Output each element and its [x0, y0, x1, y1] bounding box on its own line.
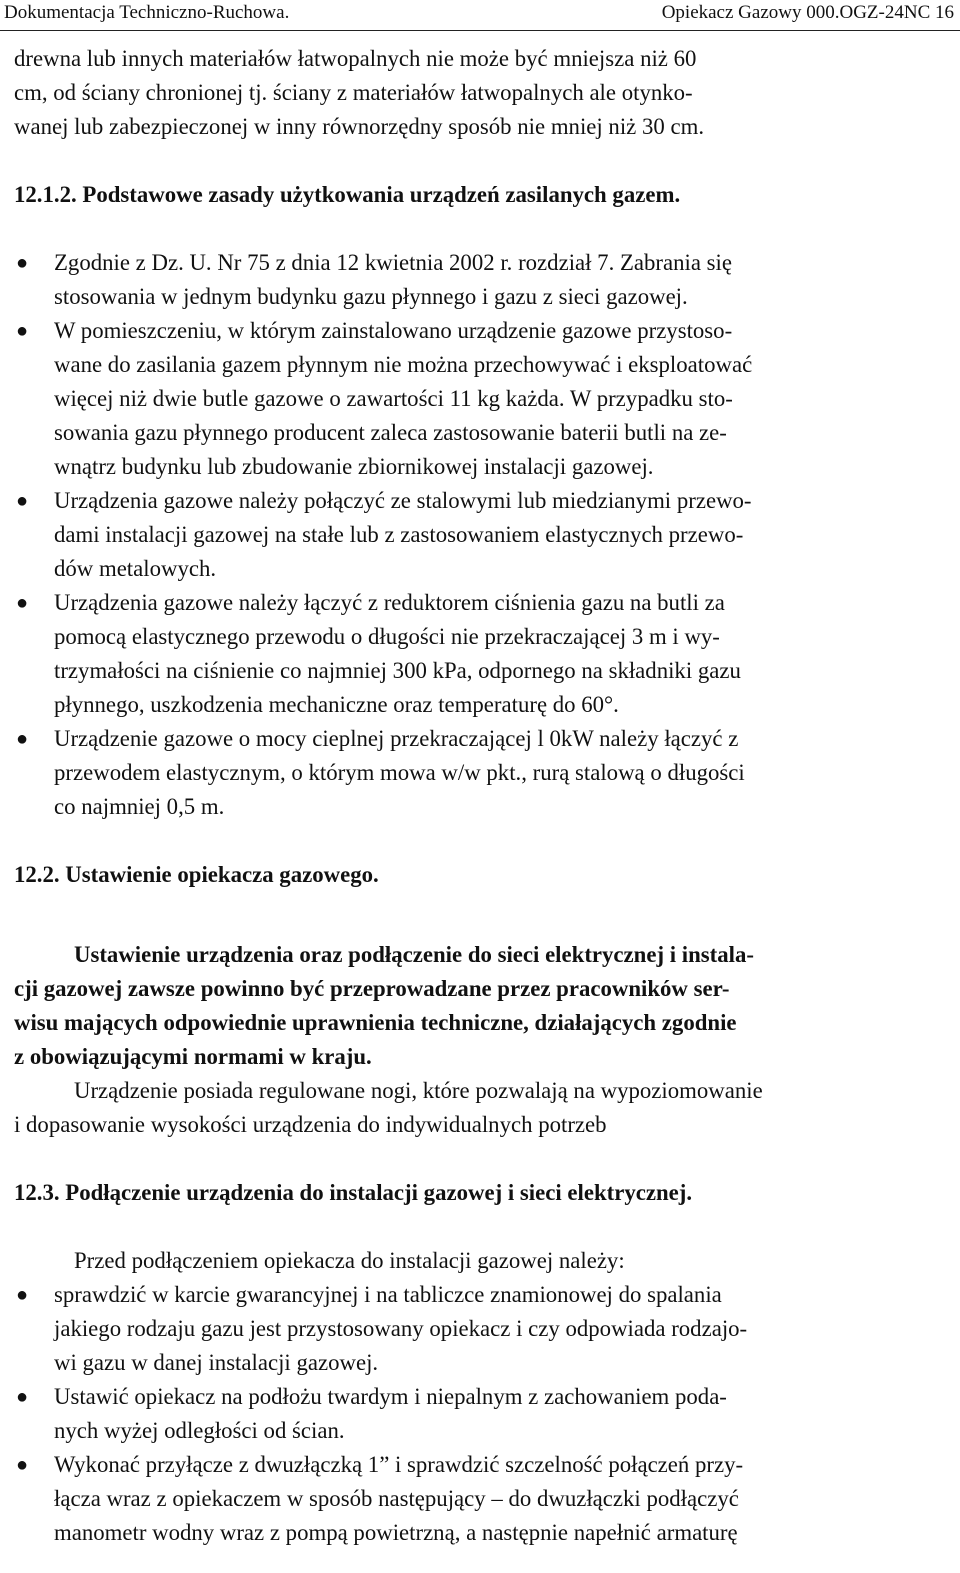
text-line: wane do zasilania gazem płynnym nie można przechowywać i eksploatować	[54, 352, 753, 377]
text-line: co najmniej 0,5 m.	[54, 794, 225, 819]
list-item	[14, 1448, 954, 1550]
list-item	[14, 246, 954, 314]
text-line: manometr wodny wraz z pompą powietrzną, a następnie napełnić armaturę	[54, 1520, 738, 1545]
text-line: wisu mających odpowiednie uprawnienia techniczne, działających zgodnie	[14, 1010, 737, 1035]
text-line: sprawdzić w karcie gwarancyjnej i na tabliczce znamionowej do spalania	[54, 1282, 722, 1307]
bullet-icon: ●	[16, 320, 29, 342]
text-line: trzymałości na ciśnienie co najmniej 300 kPa, odpornego na składniki gazu	[54, 658, 741, 683]
text-line: przewodem elastycznym, o którym mowa w/w pkt., rurą stalową o długości	[54, 760, 745, 785]
bullet-icon: ●	[16, 1386, 29, 1408]
bullet-icon: ●	[16, 592, 29, 614]
text-line: drewna lub innych materiałów łatwopalnych nie może być mniejsza niż 60	[14, 46, 697, 71]
text-line: jakiego rodzaju gazu jest przystosowany opiekacz i czy odpowiada rodzajo-	[54, 1316, 748, 1341]
text-line: łącza wraz z opiekaczem w sposób następujący – do dwuzłączki podłączyć	[54, 1486, 739, 1511]
text-line: i dopasowanie wysokości urządzenia do indywidualnych potrzeb	[14, 1112, 607, 1137]
list-item	[14, 314, 954, 484]
text-line: cm, od ściany chronionej tj. ściany z materiałów łatwopalnych ale otynko-	[14, 80, 693, 105]
connection-intro	[14, 1244, 954, 1278]
bullet-icon: ●	[16, 1284, 29, 1306]
text-line: nych wyżej odległości od ścian.	[54, 1418, 345, 1443]
text-line: sowania gazu płynnego producent zaleca zastosowanie baterii butli na ze-	[54, 420, 727, 445]
intro-paragraph	[14, 42, 954, 144]
text-line: Zgodnie z Dz. U. Nr 75 z dnia 12 kwietnia 2002 r. rozdział 7. Zabrania się	[54, 250, 732, 275]
bullet-icon: ●	[16, 728, 29, 750]
bullet-icon: ●	[16, 252, 29, 274]
text-line: Urządzenia gazowe należy łączyć z reduktorem ciśnienia gazu na butli za	[54, 590, 725, 615]
section-heading-12-3: 12.3. Podłączenie urządzenia do instalacji gazowej i sieci elektrycznej.	[14, 1180, 693, 1205]
list-item	[14, 1380, 954, 1448]
bullet-list-connection-steps	[14, 1278, 954, 1550]
page-header	[0, 0, 960, 31]
document-body	[14, 42, 954, 1550]
text-line: Ustawić opiekacz na podłożu twardym i niepalnym z zachowaniem poda-	[54, 1384, 727, 1409]
text-line: pomocą elastycznego przewodu o długości nie przekraczającej 3 m i wy-	[54, 624, 720, 649]
bullet-list-usage-rules	[14, 246, 954, 824]
text-line: wnątrz budynku lub zbudowanie zbiornikowej instalacji gazowej.	[54, 454, 654, 479]
section-heading-12-1-2: 12.1.2. Podstawowe zasady użytkowania urządzeń zasilanych gazem.	[14, 182, 681, 207]
text-line: Urządzenia gazowe należy połączyć ze stalowymi lub miedzianymi przewo-	[54, 488, 752, 513]
text-line: W pomieszczeniu, w którym zainstalowano urządzenie gazowe przystoso-	[54, 318, 733, 343]
bullet-icon: ●	[16, 1454, 29, 1476]
adjustable-legs-paragraph	[14, 1074, 954, 1142]
text-line: wi gazu w danej instalacji gazowej.	[54, 1350, 379, 1375]
list-item	[14, 722, 954, 824]
text-line: płynnego, uszkodzenia mechaniczne oraz temperaturę do 60°.	[54, 692, 619, 717]
list-item	[14, 1278, 954, 1380]
text-line: Wykonać przyłącze z dwuzłączką 1” i sprawdzić szczelność połączeń przy-	[54, 1452, 744, 1477]
text-line: Przed podłączeniem opiekacza do instalacji gazowej należy:	[74, 1248, 625, 1273]
section-heading-12-2: 12.2. Ustawienie opiekacza gazowego.	[14, 862, 379, 887]
bullet-icon: ●	[16, 490, 29, 512]
text-line: stosowania w jednym budynku gazu płynnego i gazu z sieci gazowej.	[54, 284, 688, 309]
text-line: więcej niż dwie butle gazowe o zawartości 11 kg każda. W przypadku sto-	[54, 386, 733, 411]
bold-notice-paragraph	[14, 938, 954, 1074]
list-item	[14, 586, 954, 722]
list-item	[14, 484, 954, 586]
text-line: Urządzenie posiada regulowane nogi, które pozwalają na wypoziomowanie	[74, 1078, 763, 1103]
text-line: dami instalacji gazowej na stałe lub z zastosowaniem elastycznych przewo-	[54, 522, 744, 547]
text-line: cji gazowej zawsze powinno być przeprowadzane przez pracowników ser-	[14, 976, 730, 1001]
header-doc-title: Dokumentacja Techniczno-Ruchowa.	[4, 2, 290, 23]
text-line: dów metalowych.	[54, 556, 217, 581]
header-product-id: Opiekacz Gazowy 000.OGZ-24NC 16	[661, 2, 954, 23]
text-line: wanej lub zabezpieczonej w inny równorzędny sposób nie mniej niż 30 cm.	[14, 114, 705, 139]
text-line: Urządzenie gazowe o mocy cieplnej przekraczającej l 0kW należy łączyć z	[54, 726, 739, 751]
text-line: z obowiązującymi normami w kraju.	[14, 1044, 372, 1069]
text-line: Ustawienie urządzenia oraz podłączenie do sieci elektrycznej i instala-	[74, 942, 754, 967]
